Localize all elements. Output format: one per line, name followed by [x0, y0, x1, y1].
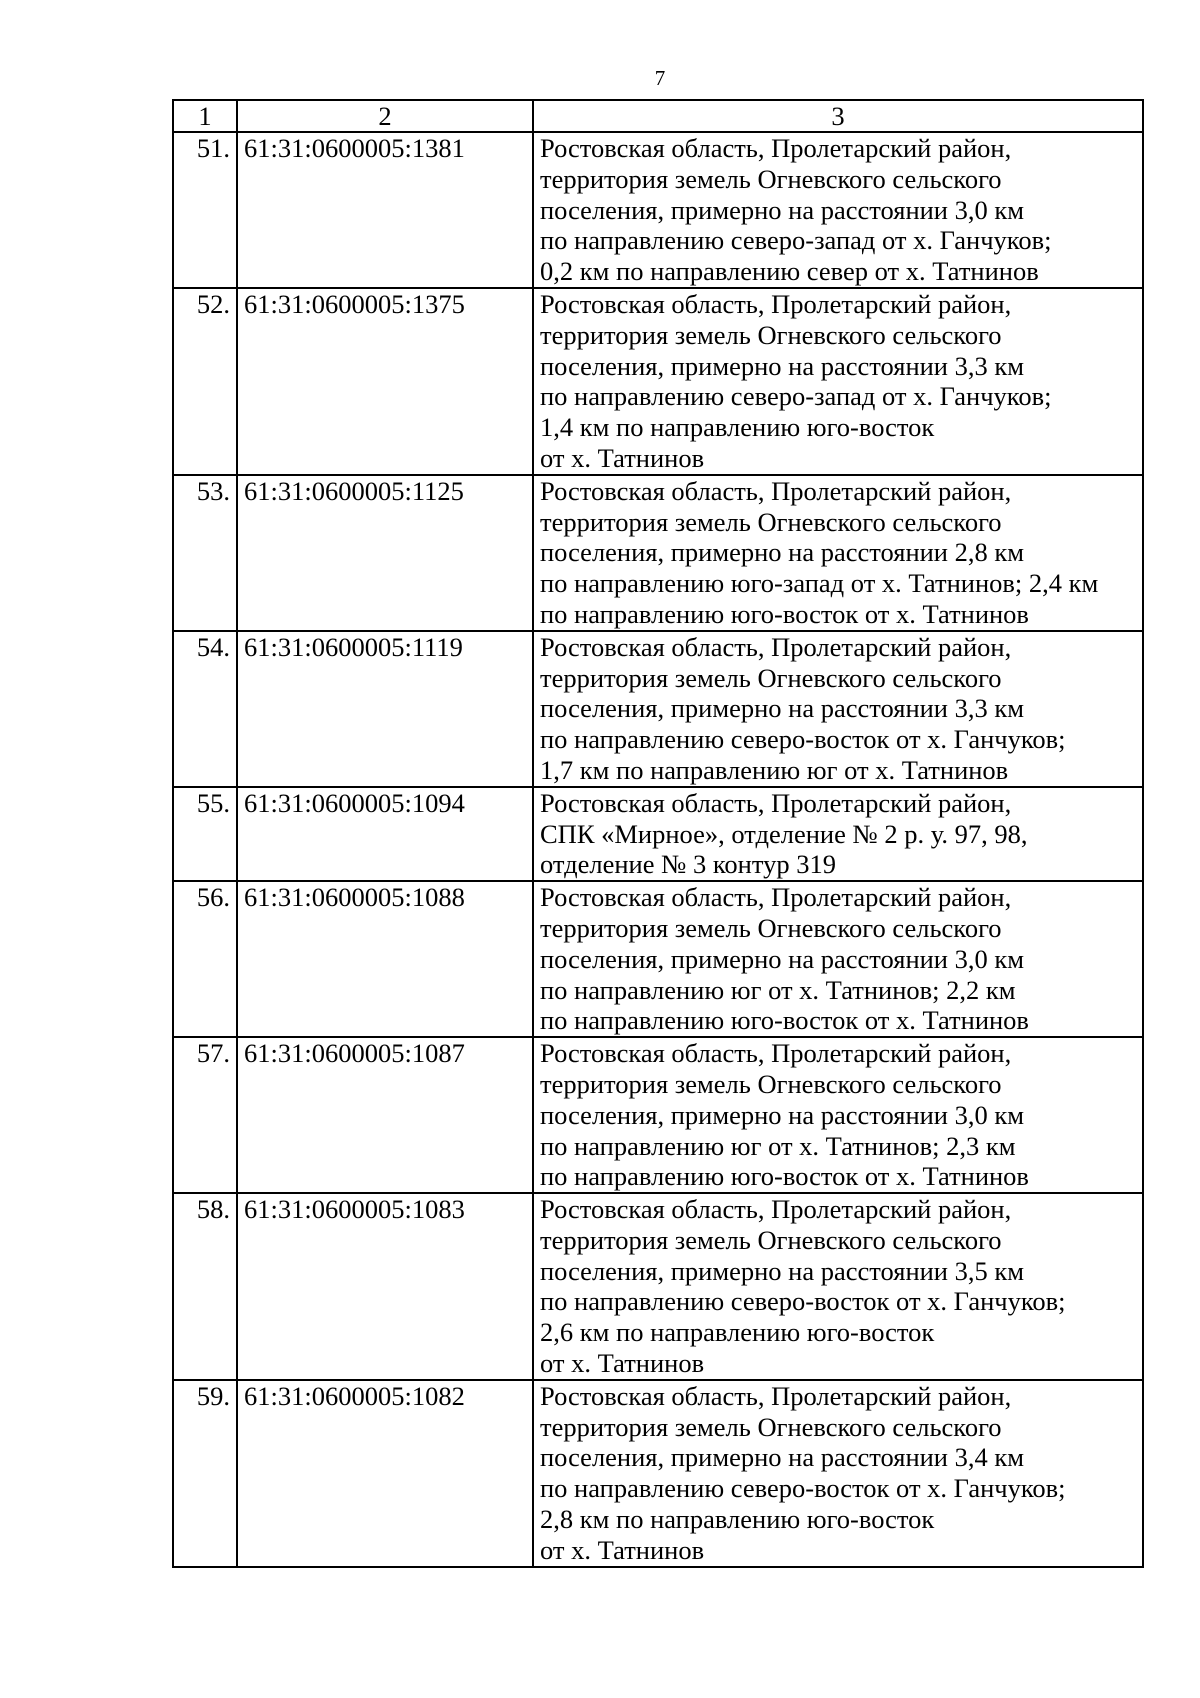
cadastral-number: 61:31:0600005:1119 — [237, 631, 533, 787]
location-line: Ростовская область, Пролетарский район, — [540, 475, 1012, 506]
location-line: Ростовская область, Пролетарский район, — [540, 631, 1012, 662]
location-line: поселения, примерно на расстоянии 3,3 км — [540, 350, 1025, 381]
table-row — [173, 1037, 1143, 1193]
row-number: 59. — [173, 1380, 237, 1567]
location-description — [533, 288, 1143, 475]
location-line: территория земель Огневского сельского — [540, 319, 1002, 350]
column-header-cadastral-number: 2 — [237, 100, 533, 132]
column-header-number: 1 — [173, 100, 237, 132]
location-line: территория земель Огневского сельского — [540, 662, 1002, 693]
location-line: территория земель Огневского сельского — [540, 1411, 1002, 1442]
location-description — [533, 1380, 1143, 1567]
location-line: поселения, примерно на расстоянии 3,3 км — [540, 693, 1025, 724]
cadastral-number: 61:31:0600005:1094 — [237, 787, 533, 881]
location-description — [533, 631, 1143, 787]
row-number: 54. — [173, 631, 237, 787]
location-line: по направлению северо-восток от х. Ганчуков; — [540, 724, 1066, 755]
row-number: 58. — [173, 1193, 237, 1380]
location-line: по направлению юго-восток от х. Татнинов — [540, 1005, 1029, 1036]
location-description — [533, 881, 1143, 1037]
location-line: от х. Татнинов — [540, 1348, 705, 1379]
location-line: Ростовская область, Пролетарский район, — [540, 133, 1012, 163]
location-line: по направлению юг от х. Татнинов; 2,3 км — [540, 1130, 1016, 1161]
location-description — [533, 787, 1143, 881]
cadastral-number: 61:31:0600005:1082 — [237, 1380, 533, 1567]
location-description — [533, 132, 1143, 288]
location-line: поселения, примерно на расстоянии 3,0 км — [540, 943, 1025, 974]
row-number: 53. — [173, 475, 237, 631]
location-line: Ростовская область, Пролетарский район, — [540, 882, 1012, 913]
table-row — [173, 631, 1143, 787]
location-line: 2,8 км по направлению юго-восток — [540, 1504, 935, 1535]
cadastral-number: 61:31:0600005:1087 — [237, 1037, 533, 1193]
row-number: 52. — [173, 288, 237, 475]
location-line: по направлению юго-восток от х. Татнинов — [540, 1161, 1029, 1192]
location-line: территория земель Огневского сельского — [540, 163, 1002, 194]
cadastral-number: 61:31:0600005:1125 — [237, 475, 533, 631]
location-line: территория земель Огневского сельского — [540, 506, 1002, 537]
location-line: по направлению северо-восток от х. Ганчуков; — [540, 1473, 1066, 1504]
location-line: Ростовская область, Пролетарский район, — [540, 1194, 1012, 1225]
row-number: 57. — [173, 1037, 237, 1193]
location-line: Ростовская область, Пролетарский район, — [540, 1038, 1012, 1069]
location-description — [533, 475, 1143, 631]
location-line: по направлению юго-запад от х. Татнинов; 2,4 км — [540, 568, 1099, 599]
location-line: по направлению юг от х. Татнинов; 2,2 км — [540, 974, 1016, 1005]
location-line: от х. Татнинов — [540, 442, 705, 473]
location-line: территория земель Огневского сельского — [540, 1224, 1002, 1255]
table-row — [173, 288, 1143, 475]
location-line: поселения, примерно на расстоянии 3,0 км — [540, 194, 1025, 225]
cadastral-number: 61:31:0600005:1375 — [237, 288, 533, 475]
table-row — [173, 475, 1143, 631]
table-row — [173, 787, 1143, 881]
row-number: 56. — [173, 881, 237, 1037]
location-description — [533, 1193, 1143, 1380]
location-line: Ростовская область, Пролетарский район, — [540, 1380, 1012, 1411]
location-line: 1,7 км по направлению юг от х. Татнинов — [540, 754, 1009, 785]
location-description — [533, 1037, 1143, 1193]
location-line: отделение № 3 контур 319 — [540, 849, 836, 880]
column-header-location: 3 — [533, 100, 1143, 132]
row-number: 55. — [173, 787, 237, 881]
cadastral-number: 61:31:0600005:1381 — [237, 132, 533, 288]
location-line: 2,6 км по направлению юго-восток — [540, 1317, 935, 1348]
row-number: 51. — [173, 132, 237, 288]
cadastral-number: 61:31:0600005:1083 — [237, 1193, 533, 1380]
location-line: 1,4 км по направлению юго-восток — [540, 412, 935, 443]
page-number: 7 — [654, 66, 666, 90]
location-line: Ростовская область, Пролетарский район, — [540, 787, 1012, 818]
location-line: поселения, примерно на расстоянии 3,5 км — [540, 1255, 1025, 1286]
table-row — [173, 881, 1143, 1037]
location-line: по направлению северо-запад от х. Ганчуков; — [540, 225, 1052, 256]
location-line: поселения, примерно на расстоянии 3,4 км — [540, 1442, 1025, 1473]
location-line: по направлению северо-восток от х. Ганчуков; — [540, 1286, 1066, 1317]
location-line: территория земель Огневского сельского — [540, 1068, 1002, 1099]
location-line: территория земель Огневского сельского — [540, 912, 1002, 943]
location-line: Ростовская область, Пролетарский район, — [540, 288, 1012, 319]
location-line: поселения, примерно на расстоянии 3,0 км — [540, 1099, 1025, 1130]
cadastral-number: 61:31:0600005:1088 — [237, 881, 533, 1037]
location-line: по направлению северо-запад от х. Ганчуков; — [540, 381, 1052, 412]
table-row — [173, 1380, 1143, 1567]
land-plot-table — [172, 99, 1144, 1568]
location-line: по направлению юго-восток от х. Татнинов — [540, 598, 1029, 629]
table-row — [173, 132, 1143, 288]
table-row — [173, 1193, 1143, 1380]
location-line: СПК «Мирное», отделение № 2 р. у. 97, 98, — [540, 818, 1028, 849]
location-line: от х. Татнинов — [540, 1534, 705, 1565]
location-line: 0,2 км по направлению север от х. Татнинов — [540, 256, 1039, 287]
location-line: поселения, примерно на расстоянии 2,8 км — [540, 537, 1025, 568]
table-header-row — [173, 100, 1143, 132]
